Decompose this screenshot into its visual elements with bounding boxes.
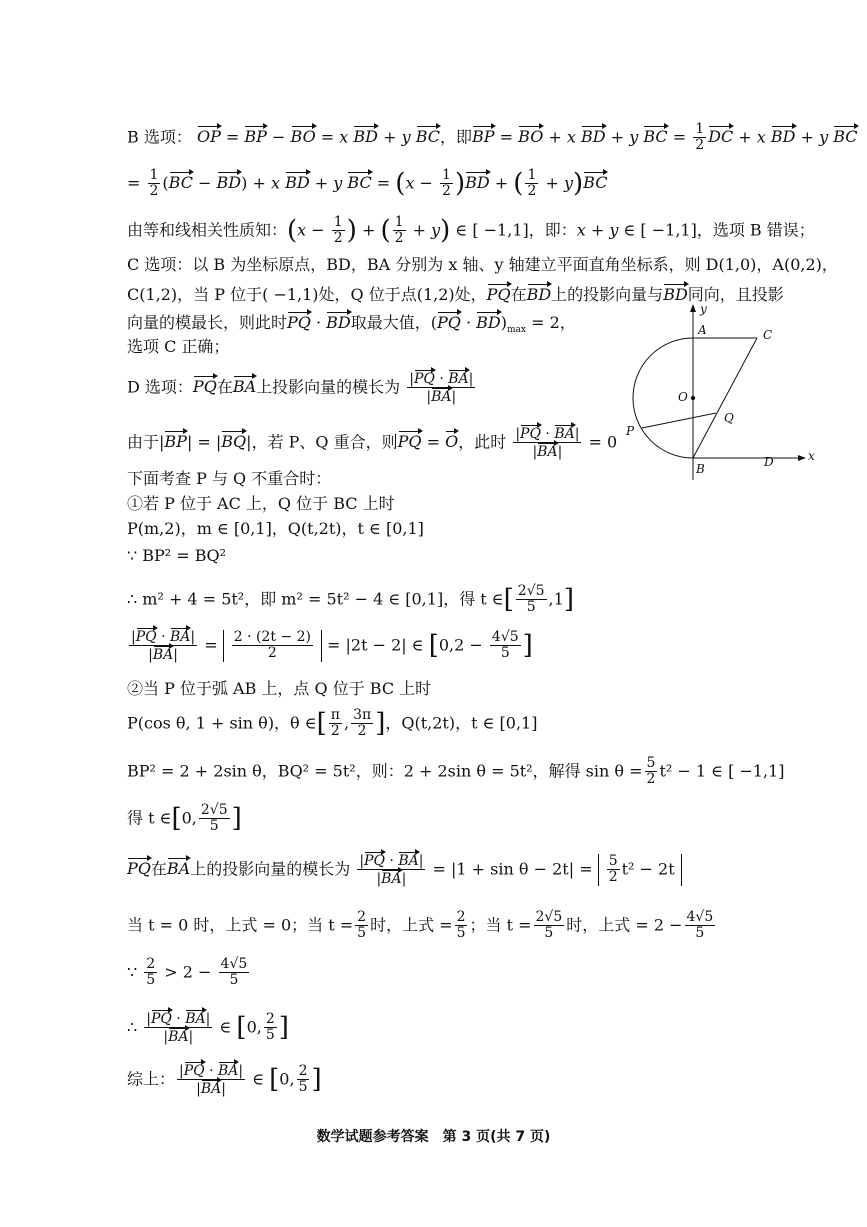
page-footer: 数学试题参考答案 第 3 页(共 7 页) (316, 1129, 551, 1145)
line-d5: P(m,2)，m ∈ [0,1]，Q(t,2t)，t ∈ [0,1] (127, 519, 424, 538)
line-d9: ②当 P 位于弧 AB 上，点 Q 位于 BC 上时 (127, 679, 432, 698)
line-c1: C 选项：以 B 为坐标原点，BD，BA 分别为 x 轴、y 轴建立平面直角坐标系，则 D(1,0)，A(0,2)， (127, 255, 838, 274)
line-d11: BP² = 2 + 2sin θ，BQ² = 5t²，则：2 + 2sin θ = 5t²，解得 sin θ = $\frac{5}{2}$ t² − 1 ∈ [ −1,1] (127, 755, 785, 788)
label-c: C (763, 328, 773, 342)
line-c3: 向量的模最长，则此时PQ · BD取最大值，$(PQ \cdot BD)_{max} = 2$， (127, 313, 576, 335)
line-d8: $\frac{|PQ \cdot BA|}{|BA|}$ = $\frac{2 \cdot (2t - 2)}{2}$ = |2t − 2| ∈ [0,2 − $\frac{4√5}{5}$ ] (131, 629, 533, 664)
label-x: x (808, 449, 815, 463)
label-a: A (698, 323, 707, 337)
y-axis-arrow (690, 304, 696, 312)
label-y: y (700, 302, 707, 316)
point-o (691, 396, 695, 400)
line-d16: ∴ $\frac{|PQ \cdot BA|}{|BA|}$ ∈ [0, $\frac{2}{5}$ ] (127, 1011, 289, 1046)
line-d13: PQ在BA上的投影向量的模长为 $\frac{|PQ \cdot BA|}{|BA|}$ = |1 + sin θ − 2t| = $\frac{5}{2}$ t² − 2t (127, 852, 682, 888)
line-d15: ∵ $\frac{2}{5}$ > 2 − $\frac{4√5}{5}$ (127, 956, 248, 989)
label-d: D (764, 455, 774, 469)
line-b1: B 选项： OP = BP − BO = x BD + y BC，即BP = BO + x BD + y BC = $\frac{1}{2}$ DC + x BD + y BC (127, 121, 858, 154)
line-d12: 得 t ∈[0, $\frac{2√5}{5}$ ] (127, 802, 242, 835)
geometry-figure (620, 300, 820, 485)
segment-pq (642, 413, 716, 428)
line-c2: C(1,2)，当 P 位于( −1,1)处，Q 位于点(1,2)处，PQ在BD上的投影向量与BD同向，且投影 (127, 285, 784, 304)
line-d14: 当 t = 0 时，上式 = 0；当 t = $\frac{2}{5}$ 时，上式 = $\frac{2}{5}$ ；当 t = $\frac{2√5}{5}$ 时，上式 = 2 − $\frac{4√5}{5}$ (127, 909, 714, 942)
line-d4: ①若 P 位于 AC 上，Q 位于 BC 上时 (127, 494, 395, 513)
line-d1: D 选项：PQ在BA上投影向量的模长为 $\frac{|PQ \cdot BA|}{|BA|}$ (127, 371, 474, 406)
line-b3: 由等和线相关性质知：(x − $\frac{1}{2}$ ) + ( $\frac{1}{2}$ + y) ∈ [ −1,1]，即：x + y ∈ [ −1,1]，选项 B 错误； (127, 214, 815, 247)
line-d7: ∴ m² + 4 = 5t²，即 m² = 5t² − 4 ∈ [0,1]，得 t ∈[ $\frac{2√5}{5}$ ,1] (127, 583, 574, 616)
label-b: B (696, 462, 705, 476)
x-axis-arrow (798, 455, 806, 461)
label-o: O (678, 390, 688, 404)
segment-bc (693, 338, 757, 458)
label-q: Q (724, 411, 734, 425)
line-b2: = $\frac{1}{2}$ (BC − BD) + x BD + y BC = (x − $\frac{1}{2}$ )BD + ( $\frac{1}{2}$ + y)BC (127, 167, 608, 200)
line-d2: 由于|BP| = |BQ|，若 P、Q 重合，则PQ = O，此时 $\frac{|PQ \cdot BA|}{|BA|}$ = 0 (127, 426, 618, 461)
line-d10: P(cos θ, 1 + sin θ)，θ ∈[ $\frac{\pi}{2}$ , $\frac{3\pi}{2}$ ]，Q(t,2t)，t ∈ [0,1] (127, 707, 538, 740)
line-c4: 选项 C 正确； (127, 337, 230, 356)
line-d3: 下面考查 P 与 Q 不重合时： (127, 469, 332, 488)
label-p: P (626, 424, 635, 438)
line-d6: ∵ BP² = BQ² (127, 546, 227, 565)
line-d17: 综上： $\frac{|PQ \cdot BA|}{|BA|}$ ∈ [0, $\frac{2}{5}$ ] (127, 1063, 322, 1098)
